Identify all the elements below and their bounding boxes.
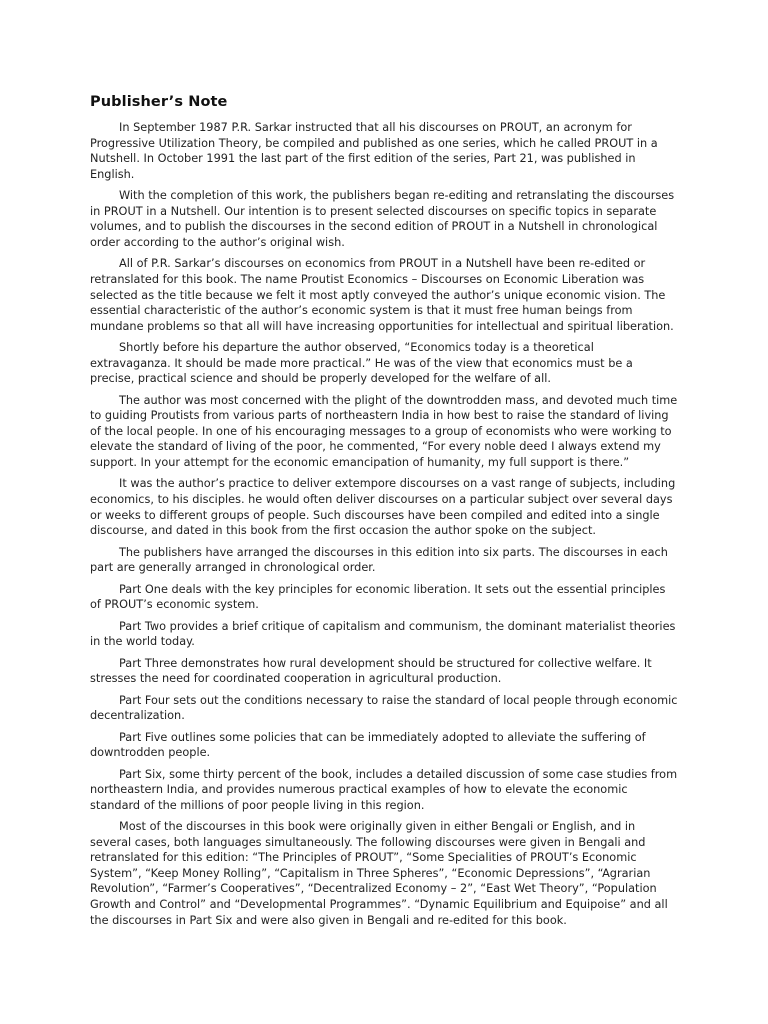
paragraph: All of P.R. Sarkar’s discourses on economics from PROUT in a Nutshell have been re-edited or retranslated for this book. The name Proutist Economics – Discourses on Economic Liberation was selected as the title because we felt it most aptly conveyed the author’s unique economic vision. The essential characteristic of the author’s economic system is that it must free human beings from mundane problems so that all will have increasing opportunities for intellectual and spiritual liberation. bbox=[90, 257, 674, 333]
paragraph: It was the author’s practice to deliver extempore discourses on a vast range of subjects, including economics, to his disciples. he would often deliver discourses on a particular subject over several days or weeks to different groups of people. Such discourses have been compiled and edited into a single discourse, and dated in this book from the first occasion the author spoke on the subject. bbox=[90, 477, 676, 538]
page-title: Publisher’s Note bbox=[90, 94, 228, 110]
paragraph: Part Five outlines some policies that can be immediately adopted to alleviate the suffering of downtrodden people. bbox=[90, 730, 646, 760]
paragraph: The author was most concerned with the plight of the downtrodden mass, and devoted much time to guiding Proutists from various parts of northeastern India in how best to raise the standard of living of the local people. In one of his encouraging messages to a group of economists who were working to elevate the standard of living of the poor, he commented, “For every noble deed I always extend my support. In your attempt for the economic emancipation of humanity, my full support is there.” bbox=[90, 393, 678, 470]
paragraph: With the completion of this work, the publishers began re-editing and retranslating the discourses in PROUT in a Nutshell. Our intention is to present selected discourses on specific topics in separate volumes, and to publish the discourses in the second edition of PROUT in a Nutshell in chronological order according to the author’s original wish. bbox=[90, 189, 675, 249]
paragraph: Part Three demonstrates how rural development should be structured for collective welfare. It stresses the need for coordinated cooperation in agricultural production. bbox=[90, 656, 652, 686]
paragraph: Part Two provides a brief critique of capitalism and communism, the dominant materialist theories in the world today. bbox=[90, 619, 676, 649]
paragraph: Part Four sets out the conditions necessary to raise the standard of local people through economic decentralization. bbox=[90, 693, 678, 723]
paragraph: Shortly before his departure the author observed, “Economics today is a theoretical extravaganza. It should be made more practical.” He was of the view that economics must be a precise, practical science and should be properly developed for the welfare of all. bbox=[90, 341, 633, 386]
paragraph: Part Six, some thirty percent of the book, includes a detailed discussion of some case studies from northeastern India, and provides numerous practical examples of how to elevate the economic standard of the millions of poor people living in this region. bbox=[90, 767, 678, 812]
paragraph: The publishers have arranged the discourses in this edition into six parts. The discourses in each part are generally arranged in chronological order. bbox=[90, 545, 668, 575]
paragraph: Most of the discourses in this book were originally given in either Bengali or English, and in several cases, both languages simultaneously. The following discourses were given in Bengali and retranslated for this edition: “The Principles of PROUT”, “Some Specialities of PROUT’s Economic System”, “Keep Money Rolling”, “Capitalism in Three Spheres”, “Economic Depressions”, “Agrarian Revolution”, “Farmer’s Cooperatives”, “Decentralized Economy – 2”, “East Wet Theory”, “Population Growth and Control” and “Developmental Programmes”. “Dynamic Equilibrium and Equipoise” and all the discourses in Part Six and were also given in Bengali and re-edited for this book. bbox=[90, 820, 668, 927]
document-page bbox=[90, 94, 678, 934]
paragraph: Part One deals with the key principles for economic liberation. It sets out the essential principles of PROUT’s economic system. bbox=[90, 582, 666, 612]
paragraph: In September 1987 P.R. Sarkar instructed that all his discourses on PROUT, an acronym for Progressive Utilization Theory, be compiled and published as one series, which he called PROUT in a Nutshell. In October 1991 the last part of the first edition of the series, Part 21, was published in English. bbox=[90, 121, 658, 181]
